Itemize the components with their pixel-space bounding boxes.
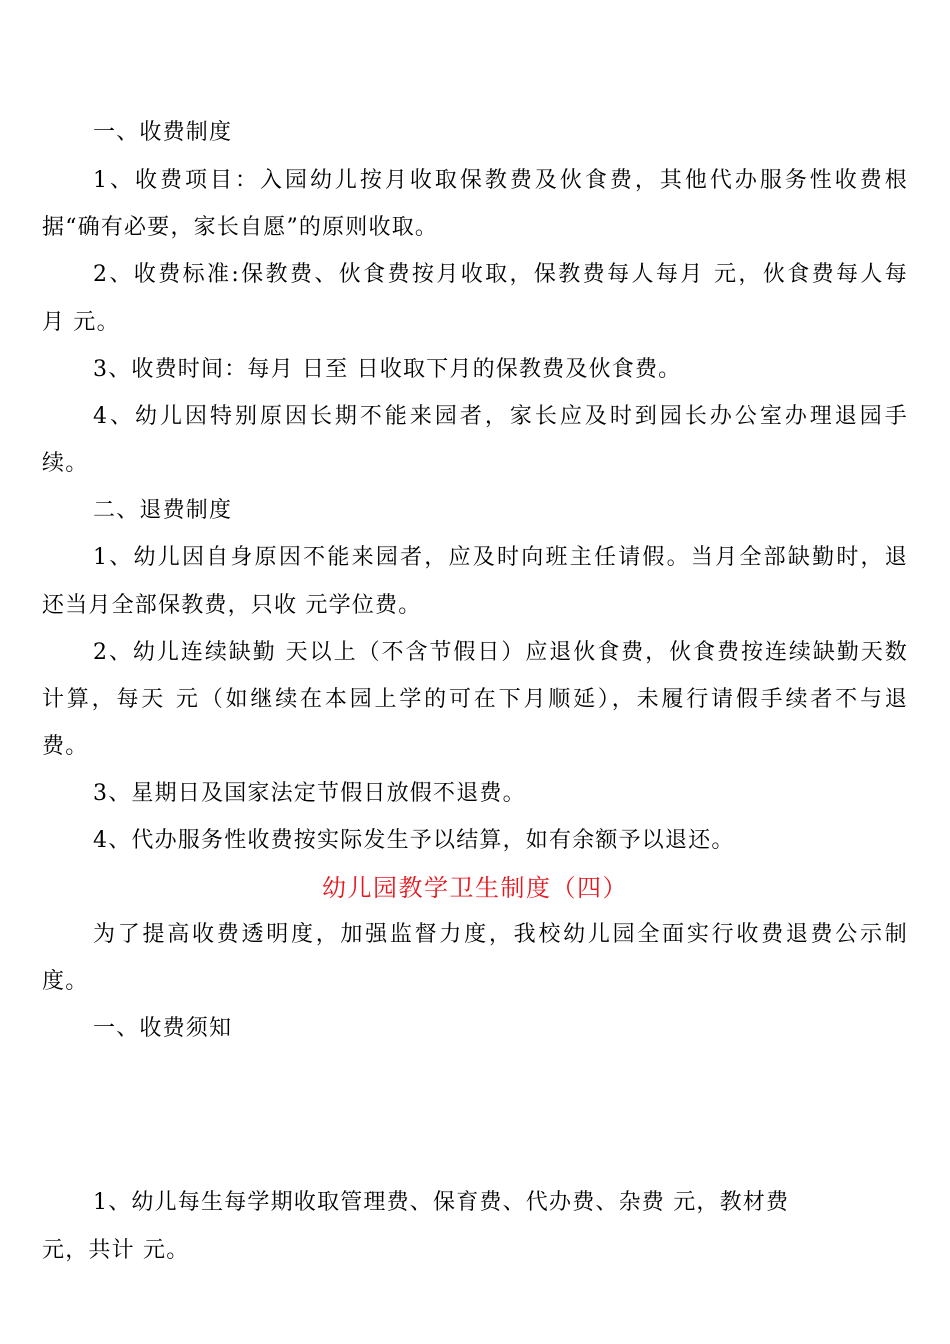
refund-item-2-line-3: 费。 (42, 734, 89, 759)
fee-item-2-line-1: 2、收费标准:保教费、伙食费按月收取，保教费每人每月 元，伙食费每人每 (93, 262, 908, 287)
refund-item-3-line-1: 3、星期日及国家法定节假日放假不退费。 (93, 781, 526, 806)
notice-item-1-line-2: 元，共计 元。 (42, 1238, 190, 1263)
section-heading-fee-notice: 一、收费须知 (93, 1016, 233, 1041)
fee-item-4-line-1: 4、幼儿因特别原因长期不能来园者，家长应及时到园长办公室办理退园手 (93, 404, 908, 429)
notice-item-1-line-1: 1、幼儿每生每学期收取管理费、保育费、代办费、杂费 元，教材费 (93, 1190, 790, 1215)
section-heading-refund-system: 二、退费制度 (93, 498, 233, 523)
refund-item-1-line-2: 还当月全部保教费，只收 元学位费。 (42, 593, 422, 618)
refund-item-1-line-1: 1、幼儿因自身原因不能来园者，应及时向班主任请假。当月全部缺勤时，退 (93, 545, 908, 570)
document-title: 幼儿园教学卫生制度（四） (322, 874, 628, 902)
fee-item-2-line-2: 月 元。 (42, 310, 120, 335)
fee-item-3-line-1: 3、收费时间：每月 日至 日收取下月的保教费及伙食费。 (93, 357, 682, 382)
fee-item-4-line-2: 续。 (42, 451, 89, 476)
refund-item-4-line-1: 4、代办服务性收费按实际发生予以结算，如有余额予以退还。 (93, 828, 735, 853)
intro-line-1: 为了提高收费透明度，加强监督力度，我校幼儿园全面实行收费退费公示制 (93, 922, 908, 947)
intro-line-2: 度。 (42, 969, 89, 994)
fee-item-1-line-1: 1、收费项目：入园幼儿按月收取保教费及伙食费，其他代办服务性收费根 (93, 168, 908, 193)
refund-item-2-line-2: 计算，每天 元（如继续在本园上学的可在下月顺延），未履行请假手续者不与退 (42, 687, 908, 712)
section-heading-fee-system: 一、收费制度 (93, 120, 233, 145)
fee-item-1-line-2: 据“确有必要，家长自愿”的原则收取。 (42, 215, 439, 240)
refund-item-2-line-1: 2、幼儿连续缺勤 天以上（不含节假日）应退伙食费，伙食费按连续缺勤天数 (93, 640, 908, 665)
